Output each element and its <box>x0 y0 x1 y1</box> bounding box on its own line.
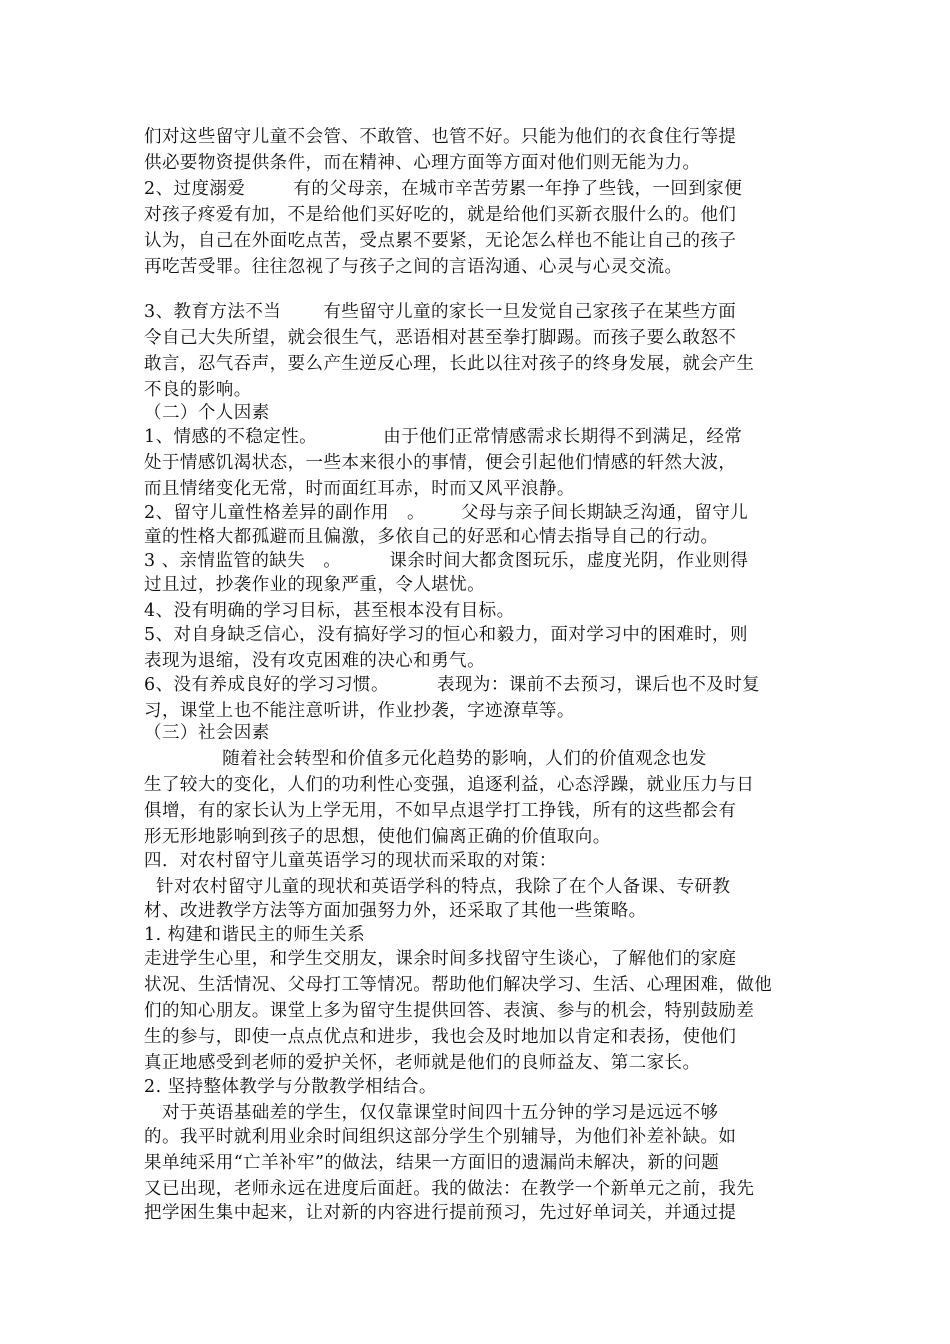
section-heading: 四．对农村留守儿童英语学习的现状而采取的对策： <box>144 851 557 871</box>
body-text-line: 们的知心朋友。课堂上多为留守生提供回答、表演、参与的机会，特别鼓励差 <box>144 1001 755 1021</box>
body-text-line: 材、改进教学方法等方面加强努力外，还采取了其他一些策略。 <box>144 901 647 921</box>
subsection-heading: 2. 坚持整体教学与分散教学相结合。 <box>144 1077 437 1097</box>
body-text-line: 随着社会转型和价值多元化趋势的影响，人们的价值观念也发 <box>144 749 707 769</box>
subsection-heading: 1. 构建和谐民主的师生关系 <box>144 925 366 945</box>
body-text-line: 表现为退缩，没有攻克困难的决心和勇气。 <box>144 651 486 671</box>
body-text-line: 供必要物资提供条件，而在精神、心理方面等方面对他们则无能为力。 <box>144 153 701 173</box>
body-text-line: 状况、生活情况、父母打工等情况。帮助他们解决学习、生活、心理困难，做他 <box>144 975 773 995</box>
body-text-line: 5、对自身缺乏信心，没有搞好学习的恒心和毅力，面对学习中的困难时，则 <box>144 625 748 645</box>
body-text-line: 走进学生心里，和学生交朋友，课余时间多找留守生谈心，了解他们的家庭 <box>144 949 737 969</box>
body-text-line: 真正地感受到老师的爱护关怀，老师就是他们的良师益友、第二家长。 <box>144 1053 701 1073</box>
body-text-line: 果单纯采用“亡羊补牢”的做法，结果一方面旧的遗漏尚未解决，新的问题 <box>144 1153 720 1173</box>
body-text-line: 处于情感饥渴状态，一些本来很小的事情，便会引起他们情感的轩然大波， <box>144 453 737 473</box>
body-text-line: 而且情绪变化无常，时而面红耳赤，时而又风平浪静。 <box>144 479 575 499</box>
body-text-line: 俱增，有的家长认为上学无用，不如早点退学打工挣钱，所有的这些都会有 <box>144 801 737 821</box>
body-text-line: 对于英语基础差的学生，仅仅靠课堂时间四十五分钟的学习是远远不够 <box>144 1103 719 1123</box>
body-text-line: 2、过度溺爱 有的父母亲，在城市辛苦劳累一年挣了些钱，一回到家便 <box>144 179 743 199</box>
body-text-line: 对孩子疼爱有加，不是给他们买好吃的，就是给他们买新衣服什么的。他们 <box>144 205 737 225</box>
body-text-line: 令自己大失所望，就会很生气，恶语相对甚至拳打脚踢。而孩子要么敢怒不 <box>144 328 737 348</box>
body-text-line: 习，课堂上也不能注意听讲，作业抄袭，字迹潦草等。 <box>144 701 575 721</box>
body-text-line: 生的参与，即使一点点优点和进步，我也会及时地加以肯定和表扬，使他们 <box>144 1027 737 1047</box>
section-heading: （二）个人因素 <box>144 403 270 423</box>
body-text-line: 们对这些留守儿童不会管、不敢管、也管不好。只能为他们的衣食住行等提 <box>144 127 737 147</box>
body-text-line: 3、教育方法不当 有些留守儿童的家长一旦发觉自己家孩子在某些方面 <box>144 302 737 322</box>
body-text-line: 6、没有养成良好的学习习惯。 表现为：课前不去预习，课后也不及时复 <box>144 675 761 695</box>
body-text-line: 过且过，抄袭作业的现象严重，令人堪忧。 <box>144 575 486 595</box>
body-text-line: 形无形地影响到孩子的思想，使他们偏离正确的价值取向。 <box>144 827 611 847</box>
body-text-line: 童的性格大都孤避而且偏激，多依自己的好恶和心情去指导自己的行动。 <box>144 527 719 547</box>
body-text-line: 再吃苦受罪。往往忽视了与孩子之间的言语沟通、心灵与心灵交流。 <box>144 257 683 277</box>
body-text-line: 认为，自己在外面吃点苦，受点累不要紧，无论怎么样也不能让自己的孩子 <box>144 231 737 251</box>
body-text-line: 的。我平时就利用业余时间组织这部分学生个别辅导，为他们补差补缺。如 <box>144 1127 737 1147</box>
body-text-line: 生了较大的变化，人们的功利性心变强，追逐利益，心态浮躁，就业压力与日 <box>144 775 755 795</box>
body-text-line: 不良的影响。 <box>144 380 252 400</box>
body-text-line: 把学困生集中起来，让对新的内容进行提前预习，先过好单词关，并通过提 <box>144 1203 737 1223</box>
section-heading: （三）社会因素 <box>144 723 270 743</box>
body-text-line: 2、留守儿童性格差异的副作用 。 父母与亲子间长期缺乏沟通，留守儿 <box>144 503 749 523</box>
body-text-line: 针对农村留守儿童的现状和英语学科的特点，我除了在个人备课、专研教 <box>144 877 731 897</box>
body-text-line: 敢言，忍气吞声，要么产生逆反心理，长此以往对孩子的终身发展，就会产生 <box>144 354 755 374</box>
body-text-line: 4、没有明确的学习目标，甚至根本没有目标。 <box>144 601 515 621</box>
body-text-line: 3 、亲情监管的缺失 。 课余时间大都贪图玩乐，虚度光阴，作业则得 <box>144 551 749 571</box>
body-text-line: 又已出现，老师永远在进度后面赶。我的做法：在教学一个新单元之前，我先 <box>144 1179 755 1199</box>
body-text-line: 1、情感的不稳定性。 由于他们正常情感需求长期得不到满足，经常 <box>144 427 743 447</box>
